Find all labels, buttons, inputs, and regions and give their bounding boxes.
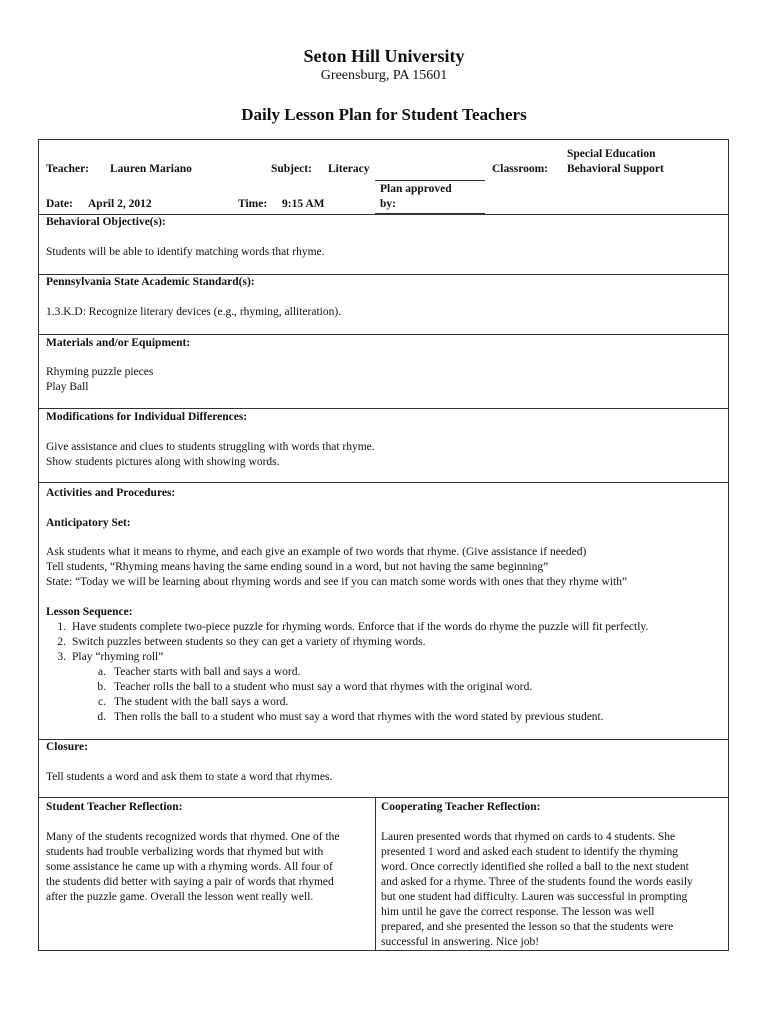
anticipatory-set-heading: Anticipatory Set: bbox=[46, 517, 131, 529]
closure-heading: Closure: bbox=[46, 741, 88, 753]
objectives-heading: Behavioral Objective(s): bbox=[46, 216, 166, 228]
column-divider bbox=[375, 797, 376, 951]
substep-letter: d. bbox=[97, 711, 106, 723]
university-name: Seton Hill University bbox=[303, 46, 465, 66]
sequence-substep bbox=[92, 680, 768, 695]
date-label: Date: bbox=[46, 198, 73, 210]
lesson-sequence-heading: Lesson Sequence: bbox=[46, 606, 133, 618]
sequence-step bbox=[46, 620, 726, 635]
cooperating-reflection-line: and asked for a rhyme. Three of the students found the words easily bbox=[381, 876, 693, 888]
cooperating-reflection-line: but one student had difficulty. Lauren was successful in prompting bbox=[381, 891, 688, 903]
classroom-label: Classroom: bbox=[492, 163, 549, 175]
classroom-value-line1: Special Education bbox=[567, 148, 656, 160]
cooperating-reflection-line: Lauren presented words that rhymed on cards to 4 students. She bbox=[381, 831, 676, 843]
substep-text: Teacher rolls the ball to a student who must say a word that rhymes with the original word. bbox=[114, 681, 533, 693]
sequence-step bbox=[46, 650, 726, 665]
teacher-label: Teacher: bbox=[46, 163, 90, 175]
student-reflection-line: the students did better with saying a pair of words that rhymed bbox=[46, 876, 334, 888]
sequence-substep bbox=[92, 665, 768, 680]
objectives-text: Students will be able to identify matching words that rhyme. bbox=[46, 246, 325, 258]
student-reflection-line: some assistance he came up with a rhyming words. All four of bbox=[46, 861, 333, 873]
plan-approved-label-line2: by: bbox=[380, 198, 396, 210]
cooperating-reflection-heading: Cooperating Teacher Reflection: bbox=[381, 801, 541, 813]
university-location: Greensburg, PA 15601 bbox=[320, 68, 448, 83]
cooperating-reflection-line: successful in answering. Nice job! bbox=[381, 936, 540, 948]
step-number: 2. bbox=[57, 636, 66, 648]
step-text: Switch puzzles between students so they can get a variety of rhyming words. bbox=[72, 636, 426, 648]
divider bbox=[38, 334, 729, 335]
closure-text: Tell students a word and ask them to state a word that rhymes. bbox=[46, 771, 333, 783]
activities-heading: Activities and Procedures: bbox=[46, 487, 176, 499]
step-number: 1. bbox=[57, 621, 66, 633]
step-text: Have students complete two-piece puzzle for rhyming words. Enforce that if the words do rhyme the puzzle will fit perfectly. bbox=[72, 621, 649, 633]
student-reflection-line: Many of the students recognized words that rhymed. One of the bbox=[46, 831, 340, 843]
student-reflection-line: students had trouble verbalizing words that rhymed but with bbox=[46, 846, 324, 858]
anticipatory-line: Tell students, “Rhyming means having the same ending sound in a word, but not having the same beginning” bbox=[46, 561, 549, 573]
subject-value: Literacy bbox=[328, 163, 370, 175]
sequence-step bbox=[46, 635, 726, 650]
time-label: Time: bbox=[238, 198, 268, 210]
divider bbox=[38, 797, 729, 798]
substep-letter: b. bbox=[97, 681, 106, 693]
date-value: April 2, 2012 bbox=[88, 198, 152, 210]
standards-heading: Pennsylvania State Academic Standard(s): bbox=[46, 276, 255, 288]
student-reflection-heading: Student Teacher Reflection: bbox=[46, 801, 183, 813]
modifications-item: Give assistance and clues to students struggling with words that rhyme. bbox=[46, 441, 375, 453]
substep-text: Then rolls the ball to a student who must say a word that rhymes with the word stated by previous student. bbox=[114, 711, 604, 723]
divider bbox=[38, 482, 729, 483]
modifications-heading: Modifications for Individual Differences: bbox=[46, 411, 248, 423]
plan-approved-label-line1: Plan approved bbox=[380, 183, 452, 195]
document-title: Daily Lesson Plan for Student Teachers bbox=[241, 105, 527, 124]
anticipatory-line: State: “Today we will be learning about rhyming words and see if you can match some words with ones that they rhyme with” bbox=[46, 576, 628, 588]
anticipatory-line: Ask students what it means to rhyme, and each give an example of two words that rhyme. (Give assistance if needed) bbox=[46, 546, 587, 558]
materials-item: Play Ball bbox=[46, 381, 89, 393]
step-text: Play “rhyming roll” bbox=[72, 651, 164, 663]
time-value: 9:15 AM bbox=[282, 198, 325, 210]
substep-text: Teacher starts with ball and says a word. bbox=[114, 666, 301, 678]
student-reflection-line: after the puzzle game. Overall the lesson went really well. bbox=[46, 891, 314, 903]
cooperating-reflection-line: him until he gave the correct response. The lesson was well bbox=[381, 906, 655, 918]
subject-label: Subject: bbox=[271, 163, 312, 175]
sequence-substep bbox=[92, 710, 768, 725]
substep-text: The student with the ball says a word. bbox=[114, 696, 289, 708]
cooperating-reflection-line: word. Once correctly identified she rolled a ball to the next student bbox=[381, 861, 689, 873]
approval-divider bbox=[375, 180, 485, 181]
modifications-item: Show students pictures along with showing words. bbox=[46, 456, 280, 468]
substep-letter: a. bbox=[98, 666, 106, 678]
cooperating-reflection-line: presented 1 word and asked each student to identify the rhyming bbox=[381, 846, 679, 858]
teacher-name: Lauren Mariano bbox=[110, 163, 192, 175]
sequence-substep bbox=[92, 695, 768, 710]
standards-text: 1.3.K.D: Recognize literary devices (e.g., rhyming, alliteration). bbox=[46, 306, 342, 318]
step-number: 3. bbox=[57, 651, 66, 663]
materials-heading: Materials and/or Equipment: bbox=[46, 337, 191, 349]
classroom-value-line2: Behavioral Support bbox=[567, 163, 664, 175]
divider bbox=[38, 408, 729, 409]
materials-item: Rhyming puzzle pieces bbox=[46, 366, 154, 378]
cooperating-reflection-line: prepared, and she presented the lesson so that the students were bbox=[381, 921, 674, 933]
substep-letter: c. bbox=[98, 696, 106, 708]
approval-signature-line bbox=[375, 213, 485, 214]
